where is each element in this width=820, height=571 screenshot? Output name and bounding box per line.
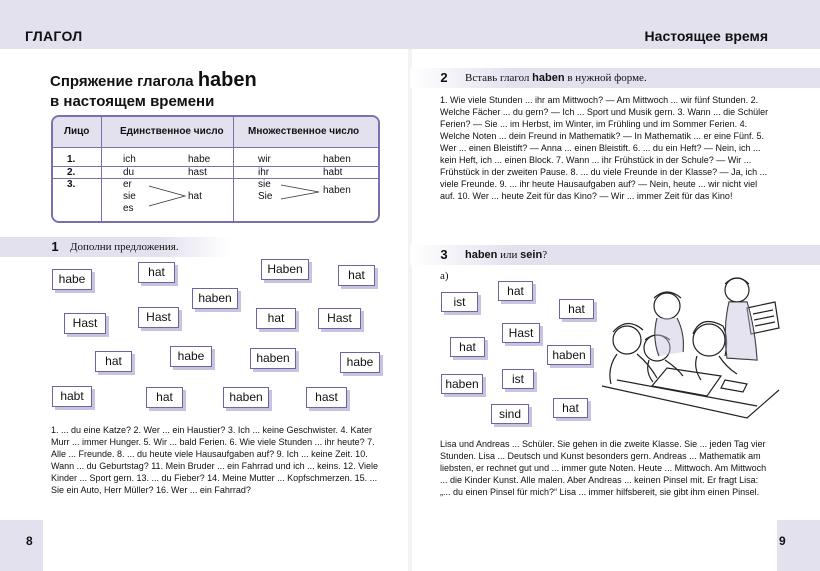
pronoun: sie <box>258 179 271 190</box>
row-divider <box>53 178 378 179</box>
word-card[interactable]: Hast <box>64 313 106 334</box>
word-card[interactable]: Hast <box>138 307 179 328</box>
word-card[interactable]: haben <box>223 387 269 408</box>
pronoun: du <box>123 167 135 178</box>
exercise-3-text <box>440 438 770 498</box>
bracket-lines <box>147 183 187 209</box>
person-1: 1. <box>67 154 76 165</box>
exercise-3-part: a) <box>440 270 449 282</box>
pronoun: ihr <box>258 167 270 178</box>
page-number-left: 8 <box>26 534 33 548</box>
pronoun: ich <box>123 154 136 165</box>
title-verb: haben <box>197 69 257 91</box>
instruction-text: Вставь глагол <box>465 72 530 84</box>
verb-form: haben <box>323 154 351 165</box>
header-person: Лицо <box>64 126 90 137</box>
word-card[interactable]: hat <box>138 262 175 283</box>
word-card[interactable]: hat <box>95 351 132 372</box>
option-b: sein <box>520 249 543 261</box>
word-card[interactable]: habe <box>340 352 380 373</box>
pronoun: Sie <box>258 191 273 202</box>
pronoun: es <box>123 203 134 214</box>
instruction-text: в нужной форме. <box>567 72 647 84</box>
verb-form: haben <box>323 185 351 196</box>
exercise-2-number: 2 <box>440 70 448 85</box>
person-3: 3. <box>67 179 76 190</box>
word-card[interactable]: haben <box>250 348 296 369</box>
word-card[interactable]: ist <box>502 369 534 389</box>
table-divider <box>233 117 234 221</box>
exercise-1-text <box>51 424 381 496</box>
word-card[interactable]: Haben <box>261 259 309 280</box>
instruction-verb: haben <box>532 72 565 84</box>
exercise-3-instruction <box>465 249 547 261</box>
header-singular: Единственное число <box>120 126 224 137</box>
word-card[interactable]: haben <box>192 288 238 309</box>
exercise-1-instruction: Дополни предложения. <box>70 241 179 253</box>
person-2: 2. <box>67 167 76 178</box>
section-title: Настоящее время <box>644 28 768 44</box>
conjugation-title <box>50 70 257 112</box>
verb-form: habt <box>323 167 343 178</box>
pronoun: er <box>123 179 132 190</box>
page-number-right: 9 <box>779 534 786 548</box>
verb-form: habe <box>188 154 211 165</box>
word-card[interactable]: hat <box>256 308 296 329</box>
word-card[interactable]: habe <box>52 269 92 290</box>
word-card[interactable]: hat <box>553 398 588 418</box>
verb-form: hast <box>188 167 207 178</box>
table-divider <box>101 117 102 221</box>
exercise-3-story: Lisa und Andreas ... Schüler. Sie gehen in die zweite Klasse. Sie ... jeden Tag vier Stunden. Lisa ... Deutsch und Kunst besonders gern. Andreas ... Mathematik am liebsten, er rechnet gut und ... immer gute Noten. Heute ... Mittwoch. Am Mittwoch ... die Kinder Kunst. Alle malen. Aber Andreas ... keinen Pinsel mit. Er fragt Lisa: „... du einen Pinsel für mich?“ Lisa ... immer hilfsbereit, sie gibt ihm einen Pinsel. <box>440 439 767 497</box>
word-card[interactable]: haben <box>441 374 483 394</box>
word-card[interactable]: hat <box>498 281 533 301</box>
title-line1: Спряжение глагола <box>50 73 194 90</box>
pronoun: sie <box>123 191 136 202</box>
pronoun: wir <box>258 154 271 165</box>
exercise-1-number: 1 <box>51 239 59 254</box>
word-card[interactable]: hast <box>306 387 347 408</box>
instruction-text: или <box>500 249 518 261</box>
left-page-tab <box>0 520 43 571</box>
exercise-2-sentences: 1. Wie viele Stunden ... ihr am Mittwoch? — Am Mittwoch ... wir fünf Stunden. 2. Welche Fächer ... du gern? — Ich ... Sport und Musik gern. 3. Wann ... die Schüler Ferien? — Sie ... im Herbst, im Winter, im Frühling und im Sommer Ferien. 4. Welche Noten ... dein Freund in Mathematik? — In Mathematik ... er eine Fünf. 5. Wer ... einen Bleistift? — Anna ... einen Bleistift. 6. ... du ein Heft? — Nein, ich ... kein Heft, ich ... einen Block. 7. Wann ... ihr Frühstück in der Schule? — Wir ... Frühstück in der zweiten Pause. 8. ... du viele Freunde in der Klasse? — Ja, ich ... viele Freunde. 9. ... ihr heute Hausaufgaben auf? — Nein, heute ... wir nicht viel auf. 10. Wer ... heute Zeit für das Kino? — Wir ... immer Zeit für das Kino! <box>440 95 769 201</box>
word-card[interactable]: habt <box>52 386 92 407</box>
word-card[interactable]: Hast <box>502 323 540 343</box>
page-header <box>0 0 820 49</box>
word-card[interactable]: hat <box>450 337 485 357</box>
word-card[interactable]: hat <box>146 387 183 408</box>
option-a: haben <box>465 249 498 261</box>
page-gutter <box>408 49 412 571</box>
kids-drawing-illustration <box>597 268 782 428</box>
question-mark: ? <box>542 249 548 261</box>
word-card[interactable]: hat <box>559 299 594 319</box>
chapter-title: ГЛАГОЛ <box>25 28 83 44</box>
bracket-lines <box>279 183 321 201</box>
verb-form: hat <box>188 191 202 202</box>
conjugation-table <box>51 115 380 223</box>
word-card[interactable]: hat <box>338 265 375 286</box>
word-card[interactable]: haben <box>547 345 591 365</box>
exercise-3-number: 3 <box>440 247 448 262</box>
exercise-2-text <box>440 94 770 202</box>
exercise-1-sentences: 1. ... du eine Katze? 2. Wer ... ein Haustier? 3. Ich ... keine Geschwister. 4. Kater Murr ... immer Hunger. 5. Wir ... bald Ferien. 6. Wie viele Stunden ... ihr heute? 7. Alle ... Freunde. 8. ... du heute viele Hausaufgaben auf? 9. Ich ... keine Zeit. 10. Wann ... du Geburtstag? 11. Mein Bruder ... ein Fahrrad und ich ... keins. 12. Viele Kinder ... Sport gern. 13. ... du Fieber? 14. Meine Mutter ... Kopfschmerzen. 15. ... Sie ein Auto, Herr Müller? 16. Wer ... ein Fahrrad? <box>51 425 379 495</box>
word-card[interactable]: Hast <box>318 308 361 329</box>
exercise-2-instruction <box>465 72 647 84</box>
word-card[interactable]: sind <box>491 404 529 424</box>
word-card[interactable]: habe <box>170 346 212 367</box>
header-plural: Множественное число <box>248 126 360 137</box>
word-card[interactable]: ist <box>441 292 478 312</box>
title-line2: в настоящем времени <box>50 93 215 110</box>
